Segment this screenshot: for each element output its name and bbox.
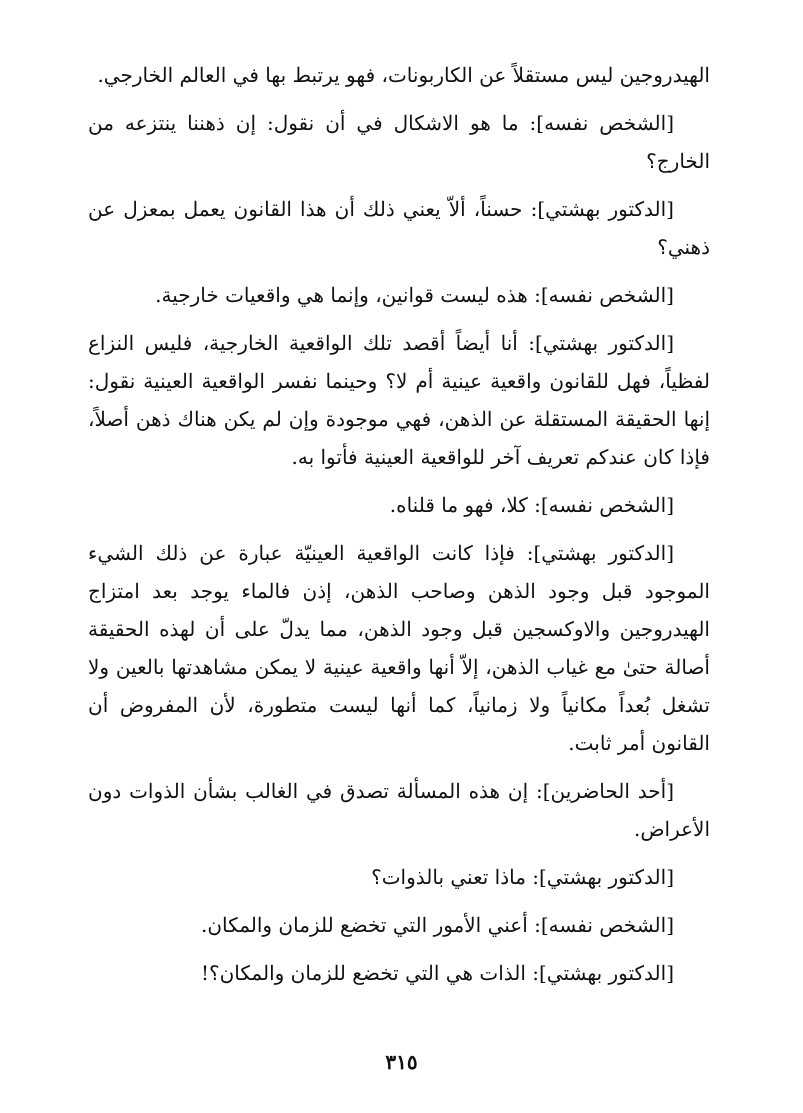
page-number: ٣١٥ (385, 1050, 418, 1074)
paragraph-speaker-same-person: [الشخص نفسه]: ما هو الاشكال في أن نقول: إن ذهننا ينتزعه من الخارج؟ (88, 111, 710, 173)
paragraph-speaker-same-person: [الشخص نفسه]: كلا، فهو ما قلناه. (389, 493, 674, 517)
paragraph-speaker-beheshti: [الدكتور بهشتي]: ماذا تعني بالذوات؟ (371, 865, 674, 889)
paragraph-speaker-beheshti: [الدكتور بهشتي]: فإذا كانت الواقعية العينيّة عبارة عن ذلك الشيء الموجود قبل وجود الذهن وصاحب الذهن، إذن فالماء يوجد بعد امتزاج الهيدروجين والاوكسجين قبل وجود الذهن، مما يدلّ على أن لهذه الحقيقة أصالة حتىٰ مع غياب الذهن، إلاّ أنها واقعية عينية لا يمكن مشاهدتها بالعين ولا تشغل بُعداً مكانياً ولا زمانياً، كما أنها ليست متطورة، لأن المفروض أن القانون أمر ثابت. (88, 541, 710, 755)
paragraph-speaker-beheshti: [الدكتور بهشتي]: حسناً، ألاّ يعني ذلك أن هذا القانون يعمل بمعزل عن ذهني؟ (88, 197, 710, 259)
paragraph-speaker-beheshti: [الدكتور بهشتي]: أنا أيضاً أقصد تلك الواقعية الخارجية، فليس النزاع لفظياً، فهل للقانون واقعية عينية أم لا؟ وحينما نفسر الواقعية العينية نقول: إنها الحقيقة المستقلة عن الذهن، فهي موجودة وإن لم يكن هناك ذهن أصلاً، فإذا كان عندكم تعريف آخر للواقعية العينية فأتوا به. (88, 331, 710, 469)
paragraph-speaker-same-person: [الشخص نفسه]: أعني الأمور التي تخضع للزمان والمكان. (201, 913, 674, 937)
paragraph-speaker-attendee: [أحد الحاضرين]: إن هذه المسألة تصدق في الغالب بشأن الذوات دون الأعراض. (88, 779, 710, 841)
paragraph-speaker-beheshti: [الدكتور بهشتي]: الذات هي التي تخضع للزمان والمكان؟! (200, 961, 674, 985)
page-body (88, 56, 710, 1002)
paragraph-continuation: الهيدروجين ليس مستقلاً عن الكاربونات، فهو يرتبط بها في العالم الخارجي. (97, 63, 710, 87)
paragraph-speaker-same-person: [الشخص نفسه]: هذه ليست قوانين، وإنما هي واقعيات خارجية. (155, 283, 674, 307)
